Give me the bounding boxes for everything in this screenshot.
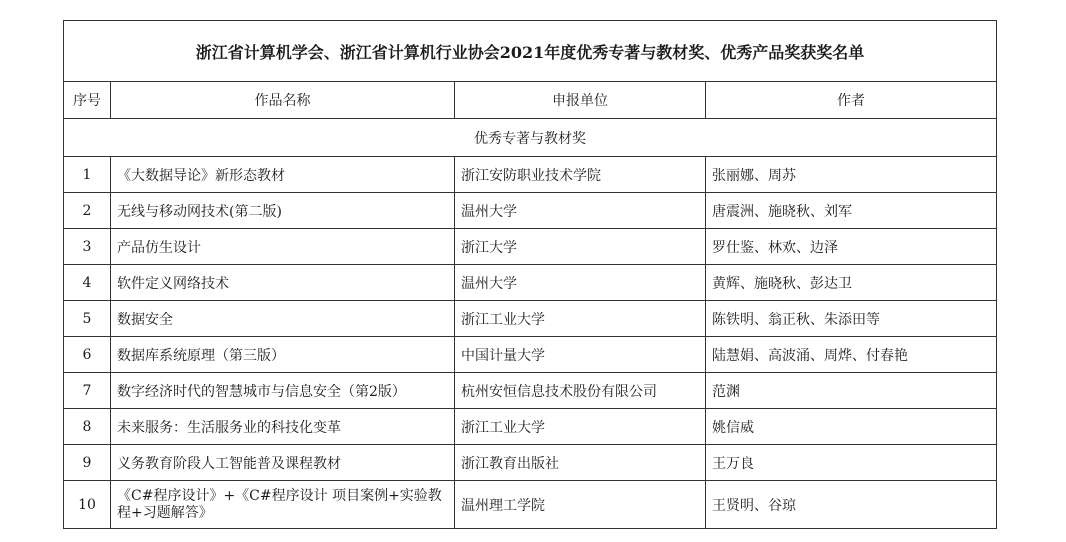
table-title: 浙江省计算机学会、浙江省计算机行业协会2021年度优秀专著与教材奖、优秀产品奖获奖名单: [64, 21, 997, 82]
row-work: 数据安全: [111, 301, 455, 337]
row-authors: 陈铁明、翁正秋、朱添田等: [706, 301, 997, 337]
row-unit: 温州理工学院: [455, 481, 706, 529]
table-row: [64, 481, 997, 529]
row-work: 无线与移动网技术(第二版): [111, 193, 455, 229]
row-index: 8: [64, 409, 111, 445]
row-authors: 唐震洲、施晓秋、刘军: [706, 193, 997, 229]
row-authors: 姚信威: [706, 409, 997, 445]
row-work: 未来服务：生活服务业的科技化变革: [111, 409, 455, 445]
section-title: 优秀专著与教材奖: [64, 119, 997, 157]
row-work: 软件定义网络技术: [111, 265, 455, 301]
row-index: 2: [64, 193, 111, 229]
row-index: 10: [64, 481, 111, 529]
row-work: 数字经济时代的智慧城市与信息安全（第2版）: [111, 373, 455, 409]
row-unit: 浙江工业大学: [455, 409, 706, 445]
row-unit: 浙江工业大学: [455, 301, 706, 337]
row-index: 5: [64, 301, 111, 337]
award-list-table: [63, 20, 997, 529]
header-index: 序号: [64, 82, 111, 119]
row-authors: 陆慧娟、高波涌、周烨、付春艳: [706, 337, 997, 373]
row-authors: 罗仕鉴、林欢、边泽: [706, 229, 997, 265]
row-authors: 王贤明、谷琼: [706, 481, 997, 529]
row-unit: 杭州安恒信息技术股份有限公司: [455, 373, 706, 409]
row-authors: 张丽娜、周苏: [706, 157, 997, 193]
row-authors: 黄辉、施晓秋、彭达卫: [706, 265, 997, 301]
table-row: [64, 409, 997, 445]
row-authors: 王万良: [706, 445, 997, 481]
table-header-row: [64, 82, 997, 119]
row-unit: 温州大学: [455, 193, 706, 229]
row-unit: 浙江教育出版社: [455, 445, 706, 481]
table-row: [64, 301, 997, 337]
row-index: 4: [64, 265, 111, 301]
row-work: 产品仿生设计: [111, 229, 455, 265]
table-row: [64, 445, 997, 481]
row-unit: 中国计量大学: [455, 337, 706, 373]
row-index: 6: [64, 337, 111, 373]
row-index: 9: [64, 445, 111, 481]
row-unit: 温州大学: [455, 265, 706, 301]
row-index: 7: [64, 373, 111, 409]
header-authors: 作者: [706, 82, 997, 119]
row-work: 《大数据导论》新形态教材: [111, 157, 455, 193]
row-unit: 浙江安防职业技术学院: [455, 157, 706, 193]
table-row: [64, 229, 997, 265]
header-work: 作品名称: [111, 82, 455, 119]
row-authors: 范渊: [706, 373, 997, 409]
row-index: 3: [64, 229, 111, 265]
header-unit: 申报单位: [455, 82, 706, 119]
table-row: [64, 193, 997, 229]
row-work: 《C#程序设计》+《C#程序设计 项目案例+实验教程+习题解答》: [111, 481, 455, 529]
row-index: 1: [64, 157, 111, 193]
section-row: [64, 119, 997, 157]
table-row: [64, 157, 997, 193]
row-unit: 浙江大学: [455, 229, 706, 265]
table-row: [64, 265, 997, 301]
table-row: [64, 373, 997, 409]
table-row: [64, 337, 997, 373]
row-work: 义务教育阶段人工智能普及课程教材: [111, 445, 455, 481]
row-work: 数据库系统原理（第三版）: [111, 337, 455, 373]
